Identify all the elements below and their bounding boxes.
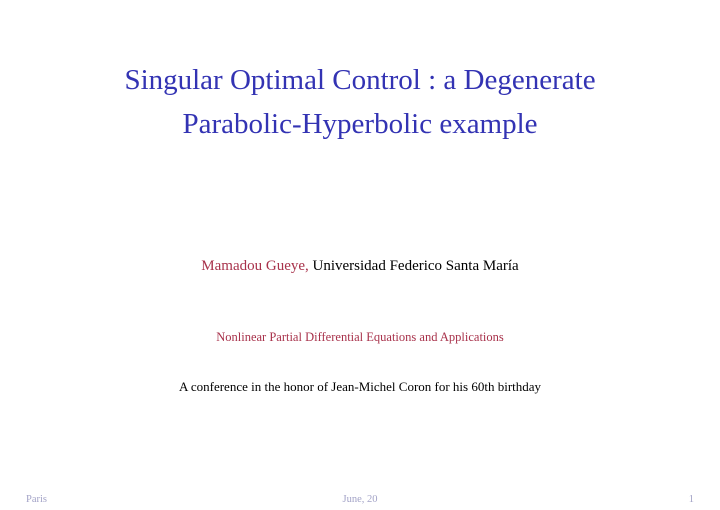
footer-location: Paris <box>26 494 47 505</box>
author-line <box>0 256 720 276</box>
occasion-text: A conference in the honor of Jean-Michel Coron for his 60th birthday <box>178 379 542 394</box>
slide-title <box>0 58 720 146</box>
footer-page-number: 1 <box>688 494 694 505</box>
footer-date: June, 20 <box>342 494 378 505</box>
title-line-2: Parabolic-Hyperbolic example <box>182 108 538 140</box>
event-name: Nonlinear Partial Differential Equations and Applications <box>216 330 504 344</box>
author-name: Mamadou Gueye, <box>201 258 309 274</box>
author-affiliation: Universidad Federico Santa María <box>308 258 519 274</box>
title-line-1: Singular Optimal Control : a Degenerate <box>124 64 596 96</box>
